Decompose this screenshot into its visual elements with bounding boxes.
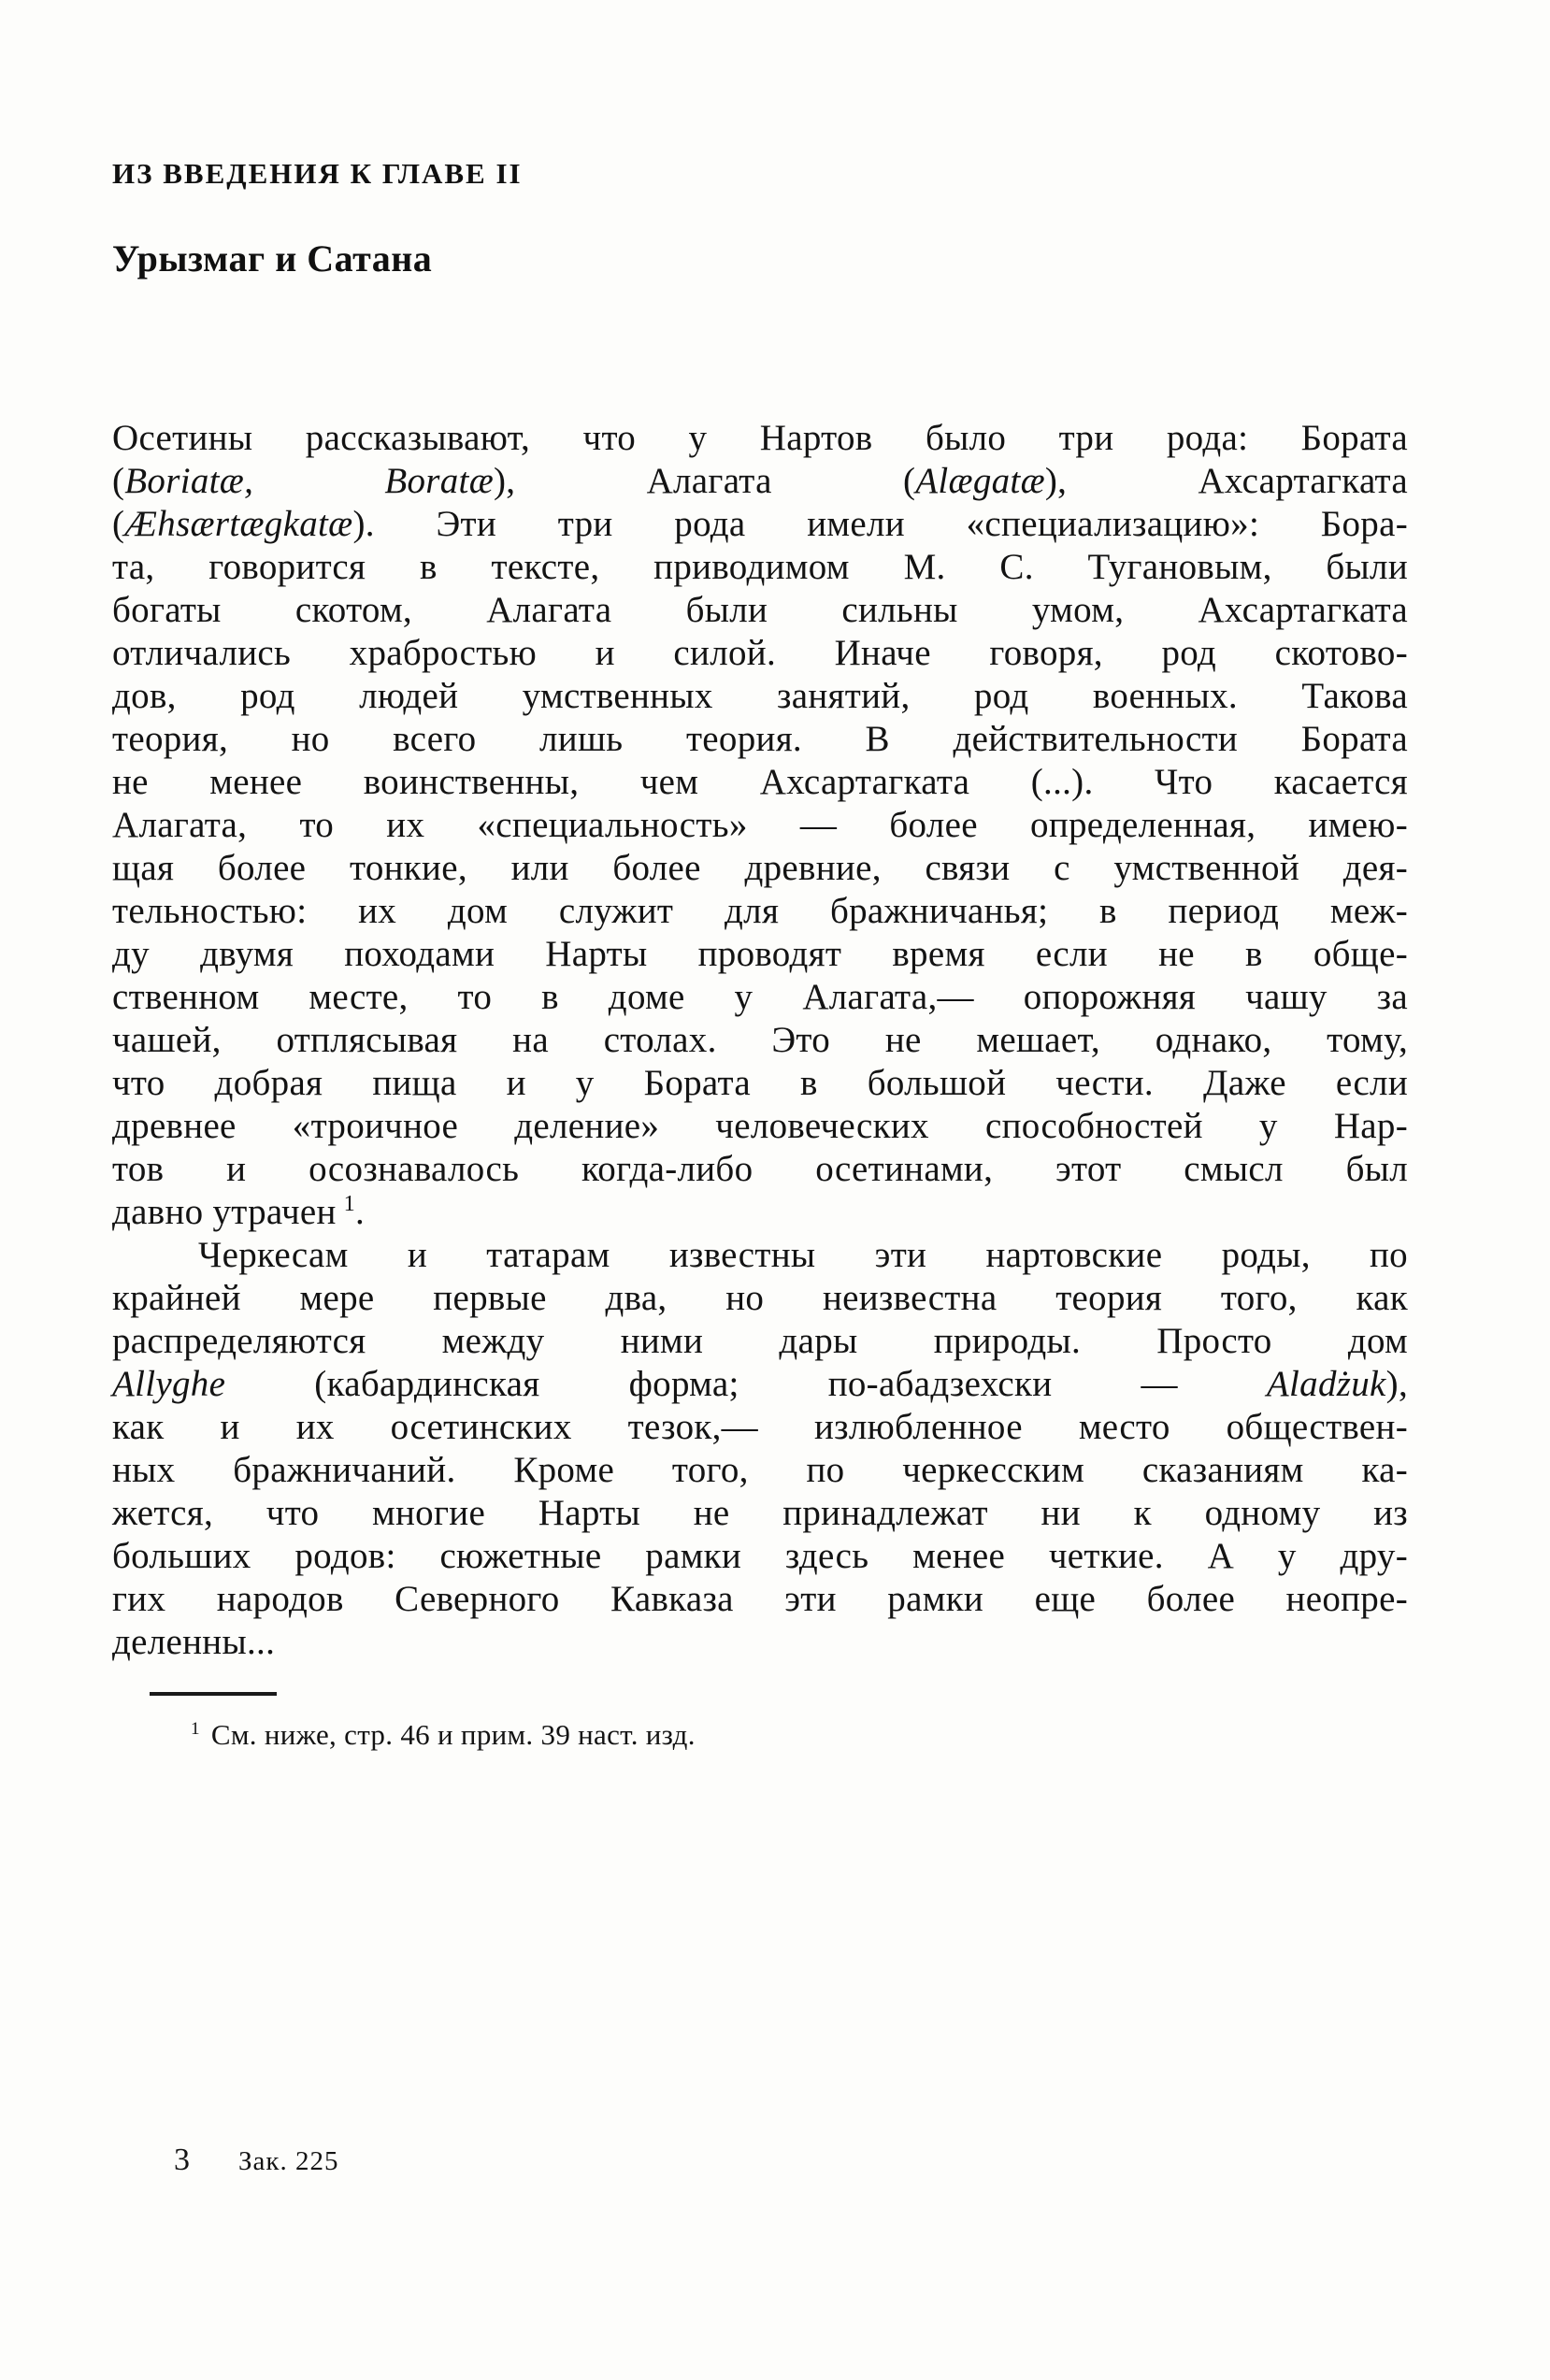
text-line	[112, 847, 1408, 890]
text-line	[112, 1234, 1408, 1277]
text-line	[112, 1449, 1408, 1492]
text-run: давно утрачен	[112, 1192, 337, 1232]
text-run: гих народов Северного Кавказа эти рамки еще более неопре-	[112, 1579, 1408, 1619]
text-run: Черкесам и татарам известны эти нартовские роды, по	[198, 1235, 1408, 1275]
text-run: .	[355, 1192, 366, 1232]
chapter-title: Урызмаг и Сатана	[112, 237, 433, 280]
text-run: жется, что многие Нарты не принадлежат ни к одному из	[112, 1493, 1408, 1533]
text-line	[112, 1492, 1408, 1535]
text-run: дов, род людей умственных занятий, род военных. Такова	[112, 676, 1408, 716]
text-line	[112, 890, 1408, 933]
text-run: Осетины рассказывают, что у Нартов было три рода: Бората	[112, 418, 1408, 458]
text-run: тельностью: их дом служит для бражничанья; в период меж-	[112, 891, 1408, 931]
footnote-reference: 1	[343, 1191, 356, 1216]
footnote-text: См. ниже, стр. 46 и прим. 39 наст. изд.	[210, 1718, 696, 1751]
text-line	[112, 632, 1408, 675]
text-run: отличались храбростью и силой. Иначе говоря, род скотово-	[112, 633, 1408, 673]
text-run: не менее воинственны, чем Ахсартагката (...). Что касается	[112, 762, 1408, 802]
text-line	[112, 1320, 1408, 1363]
text-line	[112, 976, 1408, 1019]
paragraph	[112, 417, 1408, 1234]
text-line	[112, 417, 1408, 460]
italic-term: Æhsærtægkatæ	[124, 504, 353, 544]
text-run: крайней мере первые два, но неизвестна теория того, как	[112, 1278, 1408, 1318]
page-number: 3	[174, 2143, 190, 2177]
text-line	[112, 1578, 1408, 1621]
text-line	[112, 718, 1408, 761]
text-line	[112, 1019, 1408, 1062]
page-footer	[174, 2143, 339, 2178]
text-run: та, говорится в тексте, приводимом М. С. Тугановым, были	[112, 547, 1408, 587]
text-run: ),	[1385, 1364, 1408, 1404]
text-line	[112, 503, 1408, 546]
text-line	[112, 460, 1408, 503]
text-run: (	[112, 461, 125, 501]
text-run: что добрая пища и у Бората в большой чести. Даже если	[112, 1063, 1408, 1103]
text-line	[112, 1277, 1408, 1320]
text-run: ), Алагата (	[494, 461, 916, 501]
italic-term: Allyghe	[112, 1364, 226, 1404]
text-run: (кабардинская форма; по-абадзехски —	[225, 1364, 1267, 1404]
text-run: ), Ахсартагката	[1044, 461, 1408, 501]
text-run: Алагата, то их «специальность» — более определенная, имею-	[112, 805, 1408, 845]
text-line	[112, 1191, 1408, 1234]
text-run: распределяются между ними дары природы. Просто дом	[112, 1321, 1408, 1361]
footnote-divider	[150, 1692, 277, 1696]
text-run: чашей, отплясывая на столах. Это не мешает, однако, тому,	[112, 1020, 1408, 1060]
text-line	[112, 1105, 1408, 1148]
italic-term: Boriatæ, Boratæ	[124, 461, 495, 501]
text-column	[112, 157, 1408, 1754]
paragraph	[112, 1234, 1408, 1664]
text-run: теория, но всего лишь теория. В действительности Бората	[112, 719, 1408, 759]
text-run: как и их осетинских тезок,— излюбленное место обществен-	[112, 1407, 1408, 1447]
text-run: древнее «троичное деление» человеческих способностей у Нар-	[112, 1106, 1408, 1146]
text-run: деленны...	[112, 1622, 276, 1662]
text-line	[112, 1535, 1408, 1578]
text-run: (	[112, 504, 125, 544]
text-line	[112, 1621, 1408, 1664]
section-kicker: ИЗ ВВЕДЕНИЯ К ГЛАВЕ II	[112, 157, 523, 190]
text-run: щая более тонкие, или более древние, связи с умственной дея-	[112, 848, 1408, 888]
print-order-mark: Зак. 225	[238, 2146, 339, 2176]
text-line	[112, 546, 1408, 589]
text-run: ду двумя походами Нарты проводят время если не в обще-	[112, 934, 1408, 974]
text-line	[112, 933, 1408, 976]
italic-term: Aladżuk	[1266, 1364, 1386, 1404]
text-run: тов и осознавалось когда-либо осетинами, этот смысл был	[112, 1149, 1408, 1189]
text-line	[112, 1406, 1408, 1449]
text-run: ). Эти три рода имели «специализацию»: Бора-	[352, 504, 1408, 544]
text-run: ственном месте, то в доме у Алагата,— опорожняя чашу за	[112, 977, 1408, 1017]
text-line	[112, 761, 1408, 804]
italic-term: Alægatæ	[915, 461, 1045, 501]
text-line	[112, 1062, 1408, 1105]
body-text	[112, 417, 1408, 1664]
text-line	[112, 675, 1408, 718]
text-run: ных бражничаний. Кроме того, по черкесским сказаниям ка-	[112, 1450, 1408, 1490]
footnote	[112, 1716, 1408, 1754]
text-run: богаты скотом, Алагата были сильны умом, Ахсартагката	[112, 590, 1408, 630]
footnote-marker: 1	[191, 1718, 200, 1739]
text-line	[112, 1148, 1408, 1191]
text-line	[112, 589, 1408, 632]
text-line	[112, 1363, 1408, 1406]
text-run: больших родов: сюжетные рамки здесь менее четкие. А у дру-	[112, 1536, 1408, 1576]
text-line	[112, 804, 1408, 847]
